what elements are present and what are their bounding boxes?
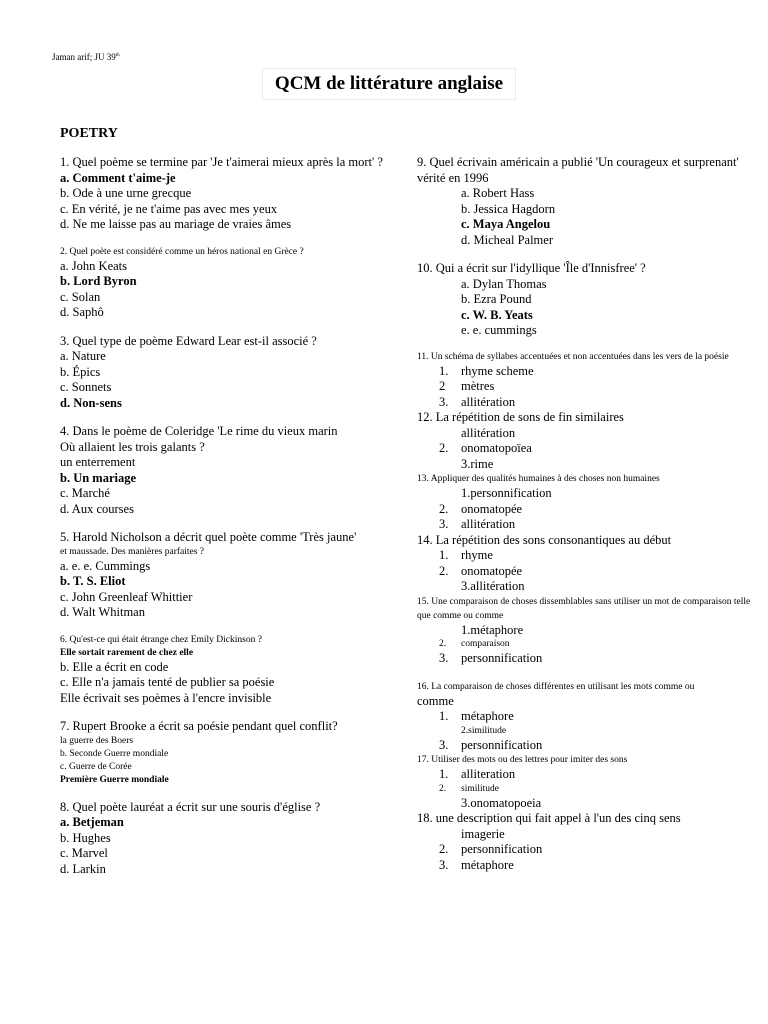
answer-option	[417, 502, 762, 518]
answer-option	[417, 292, 762, 308]
option-number: 2.	[439, 842, 449, 856]
answer-option	[417, 725, 762, 738]
question-text: 18. une description qui fait appel à l'un des cinq sens	[417, 811, 681, 825]
question-block	[60, 424, 410, 517]
question-text: 6. Qu'est-ce qui était étrange chez Emily Dickinson ?	[60, 634, 262, 645]
option-number: 2.	[439, 639, 447, 649]
answer-option	[417, 186, 762, 202]
option-text: c. Maya Angelou	[461, 217, 551, 231]
option-number: 2.	[439, 441, 449, 455]
question-block	[417, 533, 762, 595]
option-text: c. W. B. Yeats	[461, 307, 533, 322]
left-column	[60, 155, 410, 877]
question-block	[417, 753, 762, 811]
question-block	[417, 472, 762, 533]
author-superscript: th	[115, 53, 120, 58]
question-text: 2. Quel poète est considéré comme un héros national en Grèce ?	[60, 246, 304, 257]
answer-option: c. Elle n'a jamais tenté de publier sa poésie	[60, 675, 275, 689]
option-text: personnification	[461, 737, 543, 752]
question-text-continued: comme	[417, 693, 454, 708]
option-number: 3.	[439, 737, 449, 752]
question-text: 5. Harold Nicholson a décrit quel poète comme 'Très jaune'	[60, 530, 357, 544]
question-text-continued: et maussade. Des manières parfaites ?	[60, 546, 205, 557]
section-heading: POETRY	[60, 126, 118, 141]
question-spacer	[417, 248, 762, 261]
question-block	[60, 634, 410, 707]
question-spacer	[60, 321, 410, 334]
answer-option: b. Épics	[60, 364, 101, 379]
answer-option	[417, 548, 762, 564]
question-text: 3. Quel type de poème Edward Lear est-il associé ?	[60, 333, 317, 348]
question-block	[60, 800, 410, 878]
answer-option: c. Solan	[60, 289, 101, 304]
answer-option	[417, 767, 762, 783]
option-text: 1.personnification	[461, 486, 552, 500]
option-text: rhyme scheme	[461, 363, 534, 378]
answer-option: d. Larkin	[60, 861, 106, 876]
answer-option: b. Un mariage	[60, 470, 137, 485]
question-block	[60, 334, 410, 412]
option-text: 3.allitération	[461, 579, 525, 593]
question-block	[60, 530, 410, 621]
answer-option: Elle écrivait ses poèmes à l'encre invisible	[60, 690, 272, 705]
option-number: 1.	[439, 709, 449, 723]
question-text: 7. Rupert Brooke a écrit sa poésie pendant quel conflit?	[60, 719, 338, 733]
question-block	[60, 719, 410, 787]
option-text: a. Dylan Thomas	[461, 276, 547, 291]
question-text: 10. Qui a écrit sur l'idyllique 'Île d'Innisfree' ?	[417, 261, 646, 275]
page-title: QCM de littérature anglaise	[274, 73, 504, 94]
option-number: 2.	[439, 563, 449, 578]
option-text: b. Jessica Hagdorn	[461, 201, 556, 216]
answer-option	[417, 517, 762, 533]
answer-option: c. En vérité, je ne t'aime pas avec mes yeux	[60, 201, 278, 216]
answer-option	[417, 579, 762, 595]
title-box	[262, 68, 516, 100]
question-spacer	[60, 517, 410, 530]
answer-option: c. Guerre de Corée	[60, 761, 132, 772]
answer-option	[417, 217, 762, 233]
author-line	[52, 52, 120, 63]
question-spacer	[417, 339, 762, 350]
question-spacer	[60, 233, 410, 246]
answer-option: d. Ne me laisse pas au mariage de vraies âmes	[60, 217, 292, 231]
option-number: 1.	[439, 767, 449, 781]
answer-option	[417, 564, 762, 580]
answer-option: c. Sonnets	[60, 380, 112, 394]
answer-option	[417, 233, 762, 249]
question-text: 12. La répétition de sons de fin similaires	[417, 410, 624, 424]
answer-option: a. Nature	[60, 349, 106, 363]
answer-option	[417, 638, 762, 651]
answer-option	[417, 486, 762, 502]
option-text: 3.onomatopoeia	[461, 795, 542, 810]
answer-option: b. Ode à une urne grecque	[60, 186, 192, 200]
option-text: onomatopée	[461, 563, 523, 578]
option-text: 3.rime	[461, 456, 494, 471]
answer-option: la guerre des Boers	[60, 735, 134, 746]
question-text: 14. La répétition des sons consonantiques au début	[417, 532, 672, 547]
answer-option: b. T. S. Eliot	[60, 574, 126, 588]
question-block	[417, 155, 762, 248]
answer-option	[417, 426, 762, 442]
answer-option	[417, 709, 762, 725]
answer-option	[417, 202, 762, 218]
question-block	[417, 811, 762, 873]
option-number: 2.	[439, 783, 447, 794]
option-text: 2.similitude	[461, 725, 507, 736]
question-text-continued: Où allaient les trois galants ?	[60, 439, 205, 454]
option-number: 2.	[439, 501, 449, 516]
answer-option: un enterrement	[60, 455, 136, 469]
question-text: 11. Un schéma de syllabes accentuées et non accentuées dans les vers de la poésie	[417, 351, 729, 362]
option-text: onomatopée	[461, 501, 523, 516]
question-text: 4. Dans le poème de Coleridge 'Le rime du vieux marin	[60, 424, 338, 438]
answer-option	[417, 323, 762, 339]
option-number: 2	[439, 379, 446, 393]
answer-option	[417, 783, 762, 796]
answer-option	[417, 441, 762, 457]
option-text: métaphore	[461, 857, 514, 872]
answer-option	[417, 796, 762, 812]
option-number: 3.	[439, 394, 449, 409]
answer-option: Première Guerre mondiale	[60, 774, 169, 785]
question-text: 1. Quel poème se termine par 'Je t'aimerai mieux après la mort' ?	[60, 155, 383, 169]
question-block	[417, 410, 762, 472]
option-text: d. Micheal Palmer	[461, 232, 553, 247]
option-number: 3.	[439, 651, 449, 665]
question-spacer	[60, 411, 410, 424]
answer-option	[417, 623, 762, 639]
answer-option: a. e. e. Cummings	[60, 558, 151, 573]
question-text: 13. Appliquer des qualités humaines à des choses non humaines	[417, 474, 660, 484]
question-text: 15. Une comparaison de choses dissemblables sans utiliser un mot de comparaison telle que comme ou comme	[417, 596, 751, 621]
answer-option	[417, 364, 762, 380]
answer-option: c. Marvel	[60, 846, 108, 860]
option-text: imagerie	[461, 826, 505, 841]
question-spacer	[60, 621, 410, 634]
answer-option	[417, 738, 762, 754]
answer-option: d. Saphô	[60, 305, 104, 319]
option-text: 1.métaphore	[461, 622, 524, 637]
question-spacer	[60, 706, 410, 719]
option-text: personnification	[461, 651, 543, 665]
right-column	[417, 155, 762, 873]
question-spacer	[417, 667, 762, 680]
answer-option	[417, 379, 762, 395]
option-number: 3.	[439, 517, 449, 531]
question-block	[60, 246, 410, 321]
option-text: allitération	[461, 394, 516, 409]
answer-option: a. John Keats	[60, 258, 127, 273]
option-text: rhyme	[461, 548, 493, 562]
answer-option	[417, 858, 762, 874]
option-number: 1.	[439, 548, 449, 562]
answer-option: Elle sortait rarement de chez elle	[60, 647, 194, 658]
answer-option	[417, 457, 762, 473]
question-block	[417, 595, 762, 667]
question-text: 17. Utiliser des mots ou des lettres pour imiter des sons	[417, 755, 628, 765]
question-block	[60, 155, 410, 233]
answer-option: b. Seconde Guerre mondiale	[60, 748, 169, 759]
author-name: Jaman arif; JU 39	[52, 52, 116, 62]
answer-option: d. Aux courses	[60, 501, 134, 516]
answer-option	[417, 277, 762, 293]
option-text: similitude	[461, 783, 499, 794]
answer-option	[417, 651, 762, 667]
question-spacer	[60, 787, 410, 800]
question-block	[417, 350, 762, 411]
option-number: 3.	[439, 857, 449, 872]
answer-option: c. Marché	[60, 486, 110, 500]
option-text: b. Ezra Pound	[461, 292, 532, 306]
option-text: alliteration	[461, 767, 516, 781]
option-text: allitération	[461, 517, 516, 531]
option-text: métaphore	[461, 709, 514, 723]
option-text: e. e. cummings	[461, 323, 537, 337]
option-text: onomatopoïea	[461, 441, 532, 455]
option-text: a. Robert Hass	[461, 186, 535, 200]
option-text: personnification	[461, 842, 543, 856]
answer-option: a. Betjeman	[60, 815, 124, 829]
answer-option: c. John Greenleaf Whittier	[60, 589, 193, 604]
question-text: 9. Quel écrivain américain a publié 'Un courageux et surprenant' vérité en 1996	[417, 155, 739, 185]
question-text: 8. Quel poète lauréat a écrit sur une souris d'église ?	[60, 799, 321, 814]
option-text: allitération	[461, 425, 516, 440]
answer-option: b. Elle a écrit en code	[60, 659, 169, 674]
option-text: mètres	[461, 379, 495, 393]
answer-option: b. Hughes	[60, 830, 111, 845]
answer-option	[417, 842, 762, 858]
question-text: 16. La comparaison de choses différentes en utilisant les mots comme ou	[417, 681, 695, 692]
answer-option	[417, 395, 762, 411]
option-text: comparaison	[461, 639, 510, 649]
answer-option	[417, 308, 762, 324]
answer-option: a. Comment t'aime-je	[60, 170, 176, 185]
answer-option: b. Lord Byron	[60, 274, 137, 288]
option-number: 1.	[439, 363, 449, 378]
question-block	[417, 261, 762, 339]
question-block	[417, 680, 762, 754]
answer-option: d. Walt Whitman	[60, 605, 145, 619]
answer-option: d. Non-sens	[60, 395, 122, 410]
answer-option	[417, 827, 762, 843]
